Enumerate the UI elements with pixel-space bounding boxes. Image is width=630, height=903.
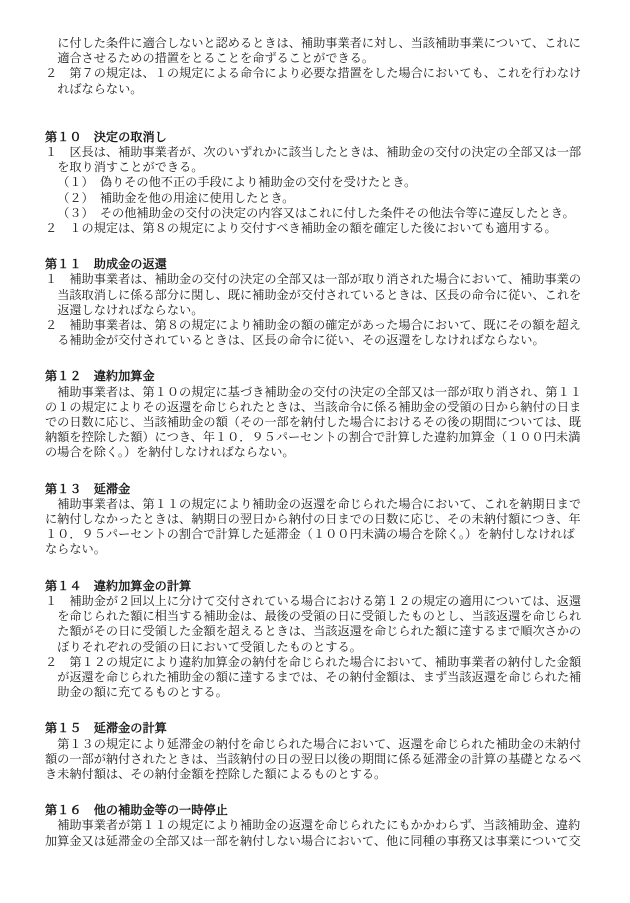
text-line: を命じられた額に相当する補助金は、最後の受領の日に受領したものとし、当該返還を命じられ	[57, 609, 582, 624]
text-line: （２） 補助金を他の用途に使用したとき。	[57, 190, 295, 205]
text-line: 第１３の規定により延滞金の納付を命じられた場合において、返還を命じられた補助金の未納付	[57, 736, 582, 751]
text-line: ぼりそれぞれの受領の日において受領したものとする。	[57, 639, 362, 654]
text-line: 補助事業者が第１１の規定により補助金の返還を命じられたにもかかわらず、当該補助金、違約	[57, 818, 581, 833]
document-section	[45, 579, 588, 701]
document-section	[45, 803, 588, 849]
section-heading: 第１１ 助成金の返還	[45, 257, 167, 272]
text-line: （３） その他補助金の交付の決定の内容又はこれに付した条件その他法令等に違反したとき。	[57, 205, 575, 220]
text-line: 返還しなければならない。	[57, 302, 204, 317]
text-line: が返還を命じられた補助金の額に達するまでは、その納付金額は、まず当該返還を命じられた補	[57, 669, 582, 684]
text-line: （１） 偽りその他不正の手段により補助金の交付を受けたとき。	[57, 175, 417, 190]
text-line: 額の一部が納付されたときは、当該納付の日の翌日以後の期間に係る延滞金の計算の基礎となるべ	[45, 751, 582, 766]
text-line: 補助事業者は、第１０の規定に基づき補助金の交付の決定の全部又は一部が取り消され、第１１	[57, 384, 582, 399]
text-line: １ 補助事業者は、補助金の交付の決定の全部又は一部が取り消された場合において、補助事業の	[45, 272, 582, 287]
text-line: ２ １の規定は、第８の規定により交付すべき補助金の額を確定した後においても適用する。	[45, 221, 557, 236]
text-line: 助金の額に充てるものとする。	[57, 685, 228, 700]
text-line: に納付しなかったときは、納期日の翌日から納付の日までの日数に応じ、その未納付額につき、年	[45, 512, 581, 527]
text-line: での日数に応じ、当該補助金の額（その一部を納付した場合におけるその後の期間については、既	[45, 415, 582, 430]
document-section	[45, 721, 588, 782]
text-line: ればならない。	[57, 81, 143, 96]
text-line: に付した条件に適合しないと認めるときは、補助事業者に対し、当該補助事業について、これに	[57, 36, 581, 50]
document-section	[45, 257, 588, 348]
text-line: 補助事業者は、第１１の規定により補助金の返還を命じられた場合において、これを納期日まで	[57, 496, 582, 511]
section-heading: 第１３ 延滞金	[45, 481, 131, 496]
text-line: た額がその日に受領した金額を超えるときは、当該返還を命じられた額に達するまで順次さかの	[57, 624, 582, 639]
document-section	[45, 369, 588, 460]
section-heading: 第１６ 他の補助金等の一時停止	[45, 803, 228, 818]
text-line: ２ 第１２の規定により違約加算金の納付を命じられた場合において、補助事業者の納付した金額	[45, 654, 582, 669]
section-heading: 第１０ 決定の取消し	[45, 129, 167, 144]
text-line: １０．９５パーセントの割合で計算した延滞金（１００円未満の場合を除く。）を納付しなければ	[45, 527, 575, 542]
text-line: 納額を控除した額）につき、年１０．９５パーセントの割合で計算した違約加算金（１００円未満	[45, 430, 581, 445]
document-section	[45, 482, 588, 558]
text-line: ２ 第７の規定は、１の規定による命令により必要な措置をした場合においても、これを行わなけ	[45, 66, 582, 81]
text-line: １ 区長は、補助事業者が、次のいずれかに該当したときは、補助金の交付の決定の全部又は一部	[45, 145, 582, 160]
text-line: 適合させるための措置をとることを命ずることができる。	[57, 51, 375, 66]
text-line: ２ 補助事業者は、第８の規定により補助金の額の確定があった場合において、既にその額を超え	[45, 318, 581, 333]
text-line: を取り消すことができる。	[57, 160, 204, 175]
section-heading: 第１４ 違約加算金の計算	[45, 578, 192, 593]
text-line: る補助金が交付されているときは、区長の命令に従い、その返還をしなければならない。	[57, 333, 545, 348]
text-line: 加算金又は延滞金の全部又は一部を納付しない場合において、他に同種の事務又は事業について交	[45, 833, 581, 848]
document-section	[45, 130, 588, 236]
section-heading: 第１２ 違約加算金	[45, 369, 155, 384]
sections-container	[45, 130, 588, 849]
continued-paragraph-block	[45, 36, 588, 97]
text-line: の１の規定によりその返還を命じられたときは、当該命令に係る補助金の受領の日から納付の日ま	[45, 399, 582, 414]
text-line: 当該取消しに係る部分に関し、既に補助金が交付されているときは、区長の命令に従い、これを	[57, 287, 582, 302]
section-heading: 第１５ 延滞金の計算	[45, 721, 167, 736]
text-line: の場合を除く。）を納付しなければならない。	[45, 445, 295, 460]
text-line: １ 補助金が２回以上に分けて交付されている場合における第１２の規定の適用については、返還	[45, 593, 582, 608]
text-line: き未納付額は、その納付金額を控除した額によるものとする。	[45, 766, 387, 781]
text-line: ならない。	[45, 542, 106, 557]
